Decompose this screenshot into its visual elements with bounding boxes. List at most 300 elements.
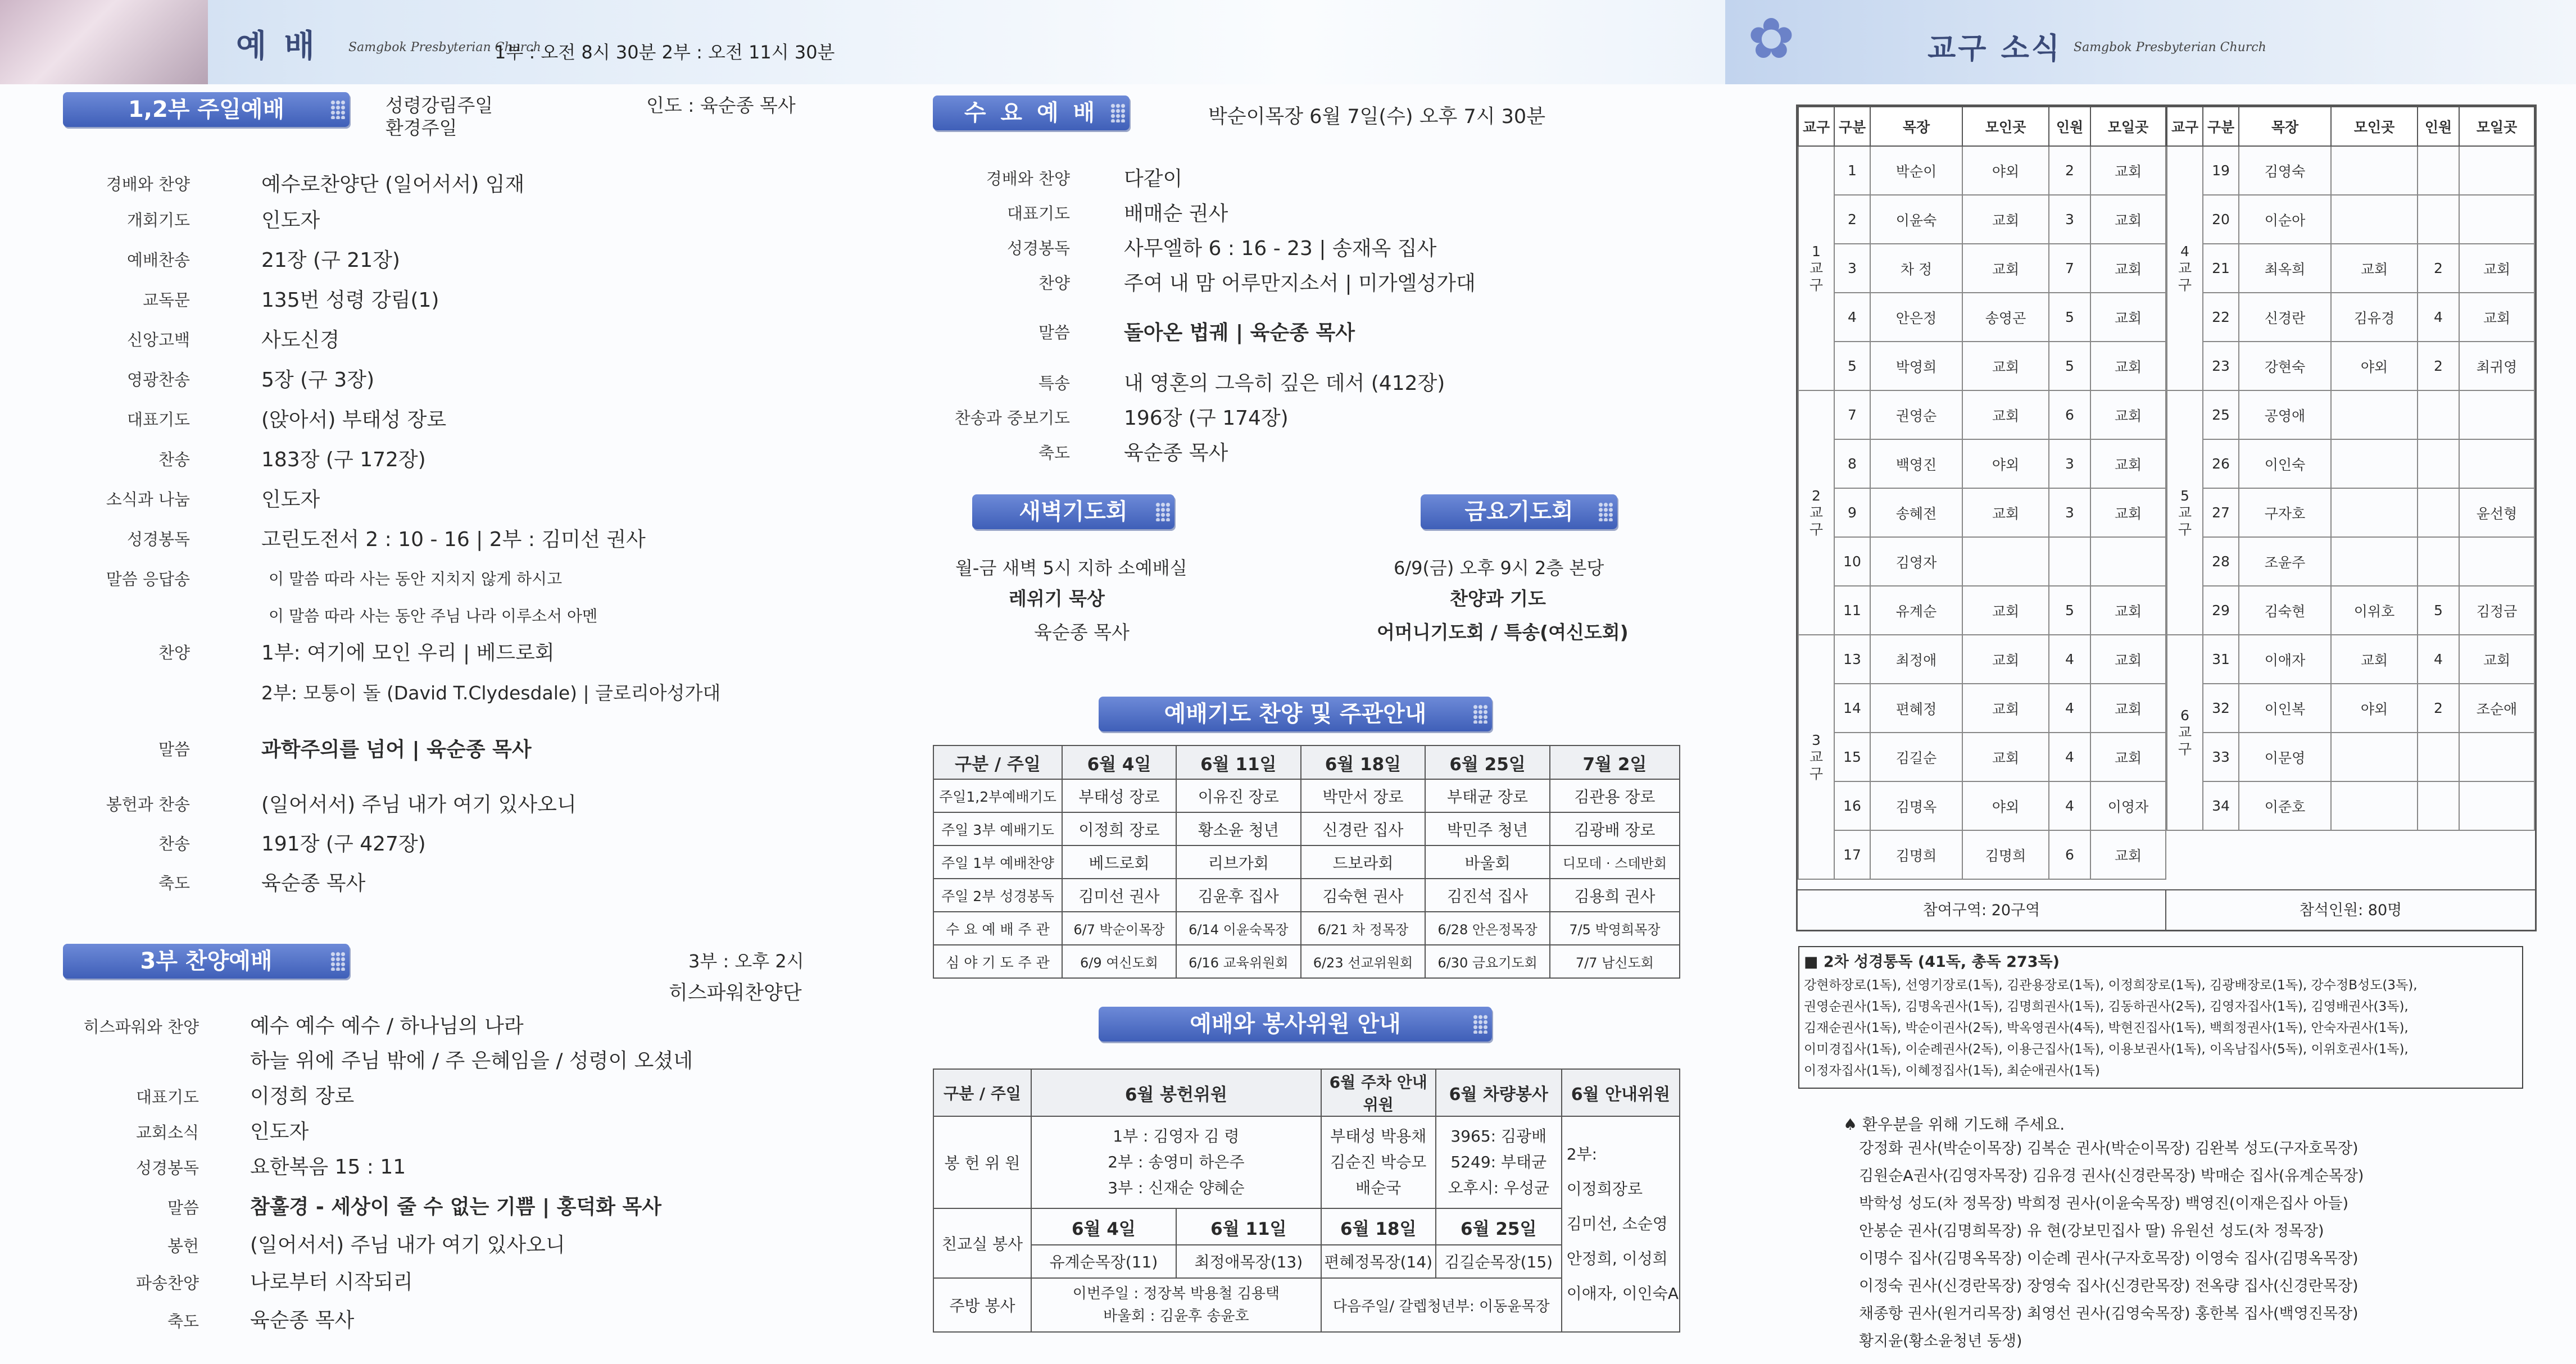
- table-cell: 이순아: [2239, 195, 2331, 244]
- table-row: [1798, 195, 2166, 244]
- table-cell: 7/5 박영희목장: [1550, 912, 1680, 945]
- table-row: [2167, 244, 2534, 293]
- table-cell: 이위호: [2331, 586, 2418, 635]
- order-value: 196장 (구 174장): [1124, 407, 1289, 430]
- order-value: 191장 (구 427장): [261, 833, 426, 856]
- prayer-line: 박학성 성도(차 정목장) 박희정 권사(이윤숙목장) 백영진(이재은집사 아들): [1859, 1195, 2349, 1212]
- table-cell: 16: [1834, 781, 1870, 830]
- table-cell: 백영진: [1870, 439, 1962, 488]
- table-row: [933, 945, 1680, 978]
- table-cell: 교회: [1962, 342, 2049, 390]
- table-cell: 박민주 청년: [1425, 812, 1550, 845]
- table-cell: 교회: [2090, 684, 2166, 733]
- table-cell: 야외: [1962, 146, 2049, 195]
- table-cell: 14: [1834, 684, 1870, 733]
- order-label: 찬송: [158, 834, 190, 853]
- prayer-title: ♠ 환우분을 위해 기도해 주세요.: [1843, 1115, 2065, 1134]
- candle-photo: [0, 0, 208, 84]
- third-service-title: 3부 찬양예배: [63, 944, 350, 979]
- table-cell: 김미선 권사: [1062, 879, 1176, 912]
- table-row: [2167, 488, 2534, 537]
- table-cell: 20: [2203, 195, 2239, 244]
- table-cell: 교회: [2090, 390, 2166, 439]
- order-value: 인도자: [261, 209, 320, 232]
- table-cell: 7/7 남신도회: [1550, 945, 1680, 978]
- order-value: 이 말씀 따라 사는 동안 주님 나라 이루소서 아멘: [269, 607, 598, 625]
- table-cell: 이윤숙: [1870, 195, 1962, 244]
- table-cell: 김윤후 집사: [1176, 879, 1301, 912]
- order-value: 고린도전서 2 : 10 - 16 | 2부 : 김미선 권사: [261, 528, 646, 551]
- table-cell: 교회: [1962, 488, 2049, 537]
- table-row: [1798, 733, 2166, 781]
- sunday-service-title: 1,2부 주일예배: [63, 92, 350, 127]
- order-value: 사도신경: [261, 329, 340, 352]
- table-cell: 1: [1834, 146, 1870, 195]
- table-row: [1798, 244, 2166, 293]
- table-cell: 13: [1834, 635, 1870, 684]
- table-cell: 김명희: [1962, 830, 2049, 879]
- table-cell: 안은정: [1870, 293, 1962, 342]
- table-cell: 부태성 장로: [1062, 779, 1176, 812]
- table-cell: 3: [2049, 195, 2090, 244]
- table-cell: [2331, 781, 2418, 830]
- table-row: [933, 1116, 1680, 1208]
- order-value: 예수 예수 예수 / 하나님의 나라: [250, 1015, 524, 1038]
- order-value: 육순종 목사: [1124, 442, 1228, 465]
- order-label: 찬송과 중보기도: [954, 408, 1070, 428]
- table-cell: 교회: [2090, 244, 2166, 293]
- table-cell: 교회: [2459, 635, 2534, 684]
- order-value: 내 영혼의 그윽히 깊은 데서 (412장): [1124, 372, 1445, 395]
- table-cell: 박만서 장로: [1301, 779, 1426, 812]
- order-value: 1부: 여기에 모인 우리 | 베드로회: [261, 642, 555, 665]
- table-cell: [2459, 733, 2534, 781]
- order-label: 파송찬양: [135, 1274, 199, 1293]
- order-value: 183장 (구 172장): [261, 448, 426, 471]
- offering-line: 1부 : 김영자 김 령: [1113, 1127, 1240, 1145]
- prayer-line: 안봉순 권사(김명희목장) 유 현(강보민집사 딸) 유원선 성도(차 정목장): [1859, 1222, 2324, 1240]
- order-label: 성경봉독: [126, 530, 190, 549]
- prayer-line: 황지윤(황소윤청년 동생): [1859, 1333, 2022, 1350]
- table-cell: 김관용 장로: [1550, 779, 1680, 812]
- table-cell: 9: [1834, 488, 1870, 537]
- friday-line-2: 찬양과 기도: [1450, 588, 1546, 610]
- order-value: 육순종 목사: [250, 1309, 355, 1332]
- dawn-line-1: 월-금 새벽 5시 지하 소예배실: [955, 557, 1187, 579]
- table-cell: 2: [2418, 684, 2459, 733]
- table-cell: [1436, 1116, 1562, 1208]
- table-row: [1798, 390, 2166, 439]
- table-row: [1798, 439, 2166, 488]
- table-cell: [2459, 439, 2534, 488]
- table-cell: 교회: [2090, 195, 2166, 244]
- table-cell: 이문영: [2239, 733, 2331, 781]
- table-cell: 김영자: [1870, 537, 1962, 586]
- table-cell: 부태균 장로: [1425, 779, 1550, 812]
- table-cell: 신경란 집사: [1301, 812, 1426, 845]
- table-header: 목장: [2239, 107, 2331, 146]
- table-cell: 7: [2049, 244, 2090, 293]
- third-time: 3부 : 오후 2시: [688, 951, 804, 972]
- schedule-table: [933, 745, 1680, 979]
- table-cell: 조윤주: [2239, 537, 2331, 586]
- right-header-banner: [1725, 0, 2576, 84]
- table-cell: 4: [2049, 733, 2090, 781]
- table-cell: 김명희: [1870, 830, 1962, 879]
- friday-line-3: 어머니기도회 / 특송(여신도회): [1377, 621, 1629, 643]
- order-label: 경배와 찬양: [106, 175, 190, 194]
- order-value: 예수로찬양단 (일어서서) 임재: [261, 173, 525, 196]
- guide-line: 2부:: [1566, 1145, 1598, 1163]
- table-cell: 김숙현: [2239, 586, 2331, 635]
- order-label: 찬양: [1038, 274, 1070, 293]
- table-cell: 교회: [2090, 342, 2166, 390]
- table-cell: 4: [2049, 781, 2090, 830]
- district-name: 6 교 구: [2167, 635, 2203, 830]
- district-left-body: [1798, 146, 2166, 879]
- table-header: 7월 2일: [1550, 745, 1680, 779]
- sunday-leader: 인도 : 육순종 목사: [646, 94, 796, 116]
- table-cell: [1031, 1116, 1321, 1208]
- table-cell: 교회: [2090, 586, 2166, 635]
- table-cell: 봉 헌 위 원: [933, 1116, 1031, 1208]
- order-label: 찬송: [158, 450, 190, 469]
- table-cell: 김유경: [2331, 293, 2418, 342]
- bible-reading-line: 이미경집사(1독), 이순례권사(2독), 이용근집사(1독), 이용보권사(1독), 이옥남집사(5독), 이위호권사(1독),: [1804, 1042, 2409, 1057]
- table-cell: 구자호: [2239, 488, 2331, 537]
- table-cell: 김진석 집사: [1425, 879, 1550, 912]
- table-cell: 교회: [1962, 733, 2049, 781]
- table-cell: 21: [2203, 244, 2239, 293]
- table-cell: 수 요 예 배 주 관: [933, 912, 1062, 945]
- table-row: [2167, 390, 2534, 439]
- order-label: 말씀: [167, 1198, 199, 1217]
- table-cell: 이인숙: [2239, 439, 2331, 488]
- table-cell: 친교실 봉사: [933, 1208, 1031, 1278]
- table-cell: 디모데 · 스데반회: [1550, 845, 1680, 879]
- order-label: 말씀: [1038, 323, 1070, 342]
- table-cell: 이애자: [2239, 635, 2331, 684]
- district-table-left: [1798, 106, 2166, 880]
- table-cell: [2418, 195, 2459, 244]
- order-value: 참훌경 - 세상이 줄 수 없는 기쁨 | 홍덕화 목사: [250, 1195, 662, 1218]
- table-cell: [1176, 1208, 1321, 1278]
- order-value: 2부: 모퉁이 돌 (David T.Clydesdale) | 글로리아성가대: [261, 682, 721, 704]
- table-cell: [2331, 488, 2418, 537]
- order-value: 인도자: [261, 488, 320, 511]
- table-header: 구분 / 주일: [933, 1069, 1031, 1116]
- table-cell: [2459, 195, 2534, 244]
- bible-reading-line: 강현하장로(1독), 선영기장로(1독), 김관용장로(1독), 이정희장로(1독), 김광배장로(1독), 강수정B성도(3독),: [1804, 978, 2418, 993]
- table-row: [2167, 293, 2534, 342]
- offering-line: 3부 : 신재순 양혜순: [1108, 1179, 1245, 1197]
- table-cell: [1562, 1116, 1680, 1332]
- table-cell: 2: [2049, 146, 2090, 195]
- dawn-prayer-title: 새벽기도회: [972, 494, 1174, 529]
- table-cell: 황소윤 청년: [1176, 812, 1301, 845]
- table-header: 교구: [2167, 107, 2203, 146]
- table-cell: 김영숙: [2239, 146, 2331, 195]
- table-cell: 교회: [2090, 830, 2166, 879]
- wednesday-info: 박순이목장 6월 7일(수) 오후 7시 30분: [1208, 106, 1545, 128]
- table-cell: 편혜정: [1870, 684, 1962, 733]
- order-value: 나로부터 시작되리: [250, 1271, 413, 1294]
- table-header: 6월 25일: [1425, 745, 1550, 779]
- table-row: [2167, 733, 2534, 781]
- order-label: 말씀 응답송: [106, 570, 190, 589]
- table-cell: 29: [2203, 586, 2239, 635]
- offering-line: 2부 : 송영미 하은주: [1108, 1153, 1245, 1171]
- table-cell: 주일 3부 예배기도: [933, 812, 1062, 845]
- table-cell: 26: [2203, 439, 2239, 488]
- service-staff-title: 예배와 봉사위원 안내: [1099, 1007, 1492, 1042]
- table-cell: 윤선형: [2459, 488, 2534, 537]
- table-cell: 최옥희: [2239, 244, 2331, 293]
- table-cell: 4: [2049, 635, 2090, 684]
- table-cell: 최귀영: [2459, 342, 2534, 390]
- order-label: 축도: [167, 1312, 199, 1331]
- table-cell: 28: [2203, 537, 2239, 586]
- table-cell: 교회: [2090, 488, 2166, 537]
- table-cell: [1031, 1278, 1321, 1332]
- table-cell: 바울회: [1425, 845, 1550, 879]
- table-cell: 19: [2203, 146, 2239, 195]
- table-cell: 6/7 박순이목장: [1062, 912, 1176, 945]
- table-header: 6월 4일: [1062, 745, 1176, 779]
- vehicle-line: 오후시: 우성균: [1448, 1179, 1550, 1197]
- table-cell: 교회: [2090, 439, 2166, 488]
- table-cell: [1436, 1208, 1562, 1278]
- district-table-right: [2166, 106, 2535, 831]
- table-cell: 교회: [2090, 146, 2166, 195]
- table-cell: 리브가회: [1176, 845, 1301, 879]
- table-cell: [2331, 439, 2418, 488]
- table-cell: 교회: [2331, 635, 2418, 684]
- table-cell: 교회: [1962, 684, 2049, 733]
- table-cell: 심 야 기 도 주 관: [933, 945, 1062, 978]
- table-row: [2167, 586, 2534, 635]
- table-cell: 2: [2418, 342, 2459, 390]
- table-cell: 교회: [1962, 195, 2049, 244]
- bible-reading-box: [1798, 946, 2523, 1089]
- table-cell: 야외: [1962, 439, 2049, 488]
- order-label: 말씀: [158, 740, 190, 759]
- table-cell: [2418, 537, 2459, 586]
- prayer-list: [1859, 1135, 2364, 1355]
- table-cell: 이준호: [2239, 781, 2331, 830]
- table-cell: 주방 봉사: [933, 1278, 1031, 1332]
- table-cell: 김용희 권사: [1550, 879, 1680, 912]
- table-header: 모인곳: [2331, 107, 2418, 146]
- schedule-title: 예배기도 찬양 및 주관안내: [1099, 697, 1492, 731]
- table-cell: 15: [1834, 733, 1870, 781]
- table-cell: 3: [1834, 244, 1870, 293]
- fellowship-group: 유계순목장(11): [1049, 1252, 1158, 1271]
- header-title-right: 교구 소식: [1928, 32, 2062, 66]
- table-cell: [2418, 488, 2459, 537]
- table-cell: 김숙현 권사: [1301, 879, 1426, 912]
- order-value: 21장 (구 21장): [261, 249, 400, 272]
- table-cell: [1031, 1208, 1176, 1278]
- table-header: 구분: [2203, 107, 2239, 146]
- table-cell: [2459, 781, 2534, 830]
- fellowship-date: 6월 11일: [1177, 1210, 1321, 1245]
- table-row: [2167, 781, 2534, 830]
- order-value: 이정희 장로: [250, 1085, 355, 1108]
- table-cell: 김광배 장로: [1550, 812, 1680, 845]
- table-header: 6월 11일: [1176, 745, 1301, 779]
- district-right-body: [2167, 146, 2534, 830]
- order-value: 육순종 목사: [261, 872, 366, 895]
- order-label: 교회소식: [135, 1123, 199, 1142]
- table-cell: 교회: [2459, 293, 2534, 342]
- table-cell: 3: [2049, 488, 2090, 537]
- bible-reading-title: ■ 2차 성경통독 (41독, 총독 273독): [1804, 953, 2060, 971]
- table-cell: [2418, 781, 2459, 830]
- sunday-theme-2: 환경주일: [386, 117, 457, 139]
- header-script: Samgbok Presbyterian Church: [348, 40, 541, 54]
- table-row: [2167, 439, 2534, 488]
- table-cell: 조순애: [2459, 684, 2534, 733]
- order-label: 교독문: [142, 290, 190, 310]
- table-cell: 17: [1834, 830, 1870, 879]
- table-cell: 이영자: [2090, 781, 2166, 830]
- guide-line: 이정희장로: [1566, 1180, 1643, 1198]
- table-cell: 25: [2203, 390, 2239, 439]
- table-header: 6월 차량봉사: [1436, 1069, 1562, 1116]
- table-cell: 박영희: [1870, 342, 1962, 390]
- usher-line: 김순진 박승모: [1330, 1153, 1427, 1171]
- table-header: 모일곳: [2459, 107, 2534, 146]
- order-label: 특송: [1038, 374, 1070, 393]
- district-name: 2 교 구: [1798, 390, 1834, 635]
- order-value: (일어서서) 주님 내가 여기 있사오니: [261, 793, 577, 816]
- table-row: [933, 912, 1680, 945]
- order-label: 찬양: [158, 643, 190, 662]
- table-cell: 3: [2049, 439, 2090, 488]
- table-header: 6월 주차 안내위원: [1321, 1069, 1436, 1116]
- table-header: 인원: [2418, 107, 2459, 146]
- dawn-line-3: 육순종 목사: [1034, 621, 1130, 643]
- table-cell: [2418, 733, 2459, 781]
- table-cell: 김명옥: [1870, 781, 1962, 830]
- table-cell: 공영애: [2239, 390, 2331, 439]
- bible-reading-line: 권영순권사(1독), 김명옥권사(1독), 김명희권사(1독), 김동하권사(2독), 김영자집사(1독), 김영배권사(3독),: [1804, 999, 2409, 1014]
- table-header: 모인곳: [1962, 107, 2049, 146]
- table-cell: 23: [2203, 342, 2239, 390]
- guide-line: 이애자, 이인숙A: [1566, 1284, 1679, 1303]
- district-total-left: 참여구역: 20구역: [1798, 889, 2166, 930]
- friday-prayer-title: 금요기도회: [1421, 494, 1617, 529]
- table-cell: 주일1,2부예배기도: [933, 779, 1062, 812]
- table-cell: 6/14 이윤숙목장: [1176, 912, 1301, 945]
- table-cell: [2331, 146, 2418, 195]
- fellowship-group: 김길순목장(15): [1444, 1252, 1553, 1271]
- table-cell: [2459, 537, 2534, 586]
- table-cell: 6/23 선교위원회: [1301, 945, 1426, 978]
- order-value: (일어서서) 주님 내가 여기 있사오니: [250, 1234, 565, 1257]
- table-cell: [1321, 1208, 1436, 1278]
- order-value: 돌아온 법궤 | 육순종 목사: [1124, 321, 1355, 344]
- order-value: 사무엘하 6 : 16 - 23 | 송재옥 집사: [1124, 237, 1437, 260]
- order-label: 성경봉독: [135, 1158, 199, 1177]
- table-cell: 교회: [1962, 390, 2049, 439]
- table-cell: 4: [1834, 293, 1870, 342]
- table-cell: 박순이: [1870, 146, 1962, 195]
- fellowship-date: 6월 18일: [1322, 1210, 1435, 1245]
- table-row: [1798, 537, 2166, 586]
- kitchen-line: 바울회 : 김윤후 송윤호: [1103, 1308, 1249, 1325]
- table-row: [2167, 684, 2534, 733]
- wednesday-service-title: 수 요 예 배: [933, 96, 1130, 130]
- table-cell: 주일 2부 성경봉독: [933, 879, 1062, 912]
- kitchen-line: 이번주일 : 정장복 박용철 김용택: [1072, 1285, 1280, 1302]
- table-cell: 교회: [1962, 586, 2049, 635]
- table-cell: 5: [2049, 586, 2090, 635]
- table-cell: 5: [1834, 342, 1870, 390]
- vehicle-line: 5249: 부태균: [1450, 1153, 1547, 1171]
- table-cell: 드보라회: [1301, 845, 1426, 879]
- table-cell: [2418, 439, 2459, 488]
- table-cell: 야외: [2331, 342, 2418, 390]
- order-label: 봉헌: [167, 1236, 199, 1256]
- service-times: 1부 : 오전 8시 30분 2부 : 오전 11시 30분: [495, 42, 835, 63]
- table-cell: [1321, 1116, 1436, 1208]
- district-total-right: 참석인원: 80명: [2166, 889, 2535, 930]
- table-cell: 32: [2203, 684, 2239, 733]
- table-cell: 34: [2203, 781, 2239, 830]
- table-row: [933, 779, 1680, 812]
- table-cell: 22: [2203, 293, 2239, 342]
- order-label: 축도: [158, 874, 190, 893]
- table-cell: 6/28 안은정목장: [1425, 912, 1550, 945]
- table-cell: 6: [2049, 390, 2090, 439]
- order-label: 히스파워와 찬양: [83, 1017, 199, 1036]
- table-cell: 교회: [2090, 293, 2166, 342]
- table-cell: 4: [2049, 684, 2090, 733]
- table-header: 교구: [1798, 107, 1834, 146]
- table-cell: [2459, 146, 2534, 195]
- table-header: 6월 안내위원: [1562, 1069, 1680, 1116]
- district-name: 4 교 구: [2167, 146, 2203, 390]
- table-cell: 유계순: [1870, 586, 1962, 635]
- table-cell: [2331, 195, 2418, 244]
- table-row: [2167, 537, 2534, 586]
- table-row: [2167, 342, 2534, 390]
- vehicle-line: 3965: 김광배: [1450, 1127, 1547, 1145]
- header-title: 예 배: [236, 28, 318, 65]
- order-label: 성경봉독: [1006, 239, 1070, 258]
- table-cell: 6/16 교육위원회: [1176, 945, 1301, 978]
- table-cell: 교회: [2331, 244, 2418, 293]
- fellowship-date: 6월 4일: [1032, 1210, 1176, 1245]
- table-cell: 주일 1부 예배찬양: [933, 845, 1062, 879]
- table-row: [933, 845, 1680, 879]
- table-header-row: [2167, 107, 2534, 146]
- usher-line: 배순국: [1355, 1179, 1402, 1197]
- sunday-theme-1: 성령강림주일: [386, 94, 493, 116]
- table-header: 목장: [1870, 107, 1962, 146]
- order-value: 요한복음 15 : 11: [250, 1156, 406, 1179]
- order-value: 다같이: [1124, 167, 1183, 190]
- table-cell: 8: [1834, 439, 1870, 488]
- table-cell: 27: [2203, 488, 2239, 537]
- table-cell: 2: [1834, 195, 1870, 244]
- table-cell: 차 정: [1870, 244, 1962, 293]
- table-cell: [2331, 733, 2418, 781]
- left-header-banner: [0, 0, 865, 84]
- table-row: [933, 879, 1680, 912]
